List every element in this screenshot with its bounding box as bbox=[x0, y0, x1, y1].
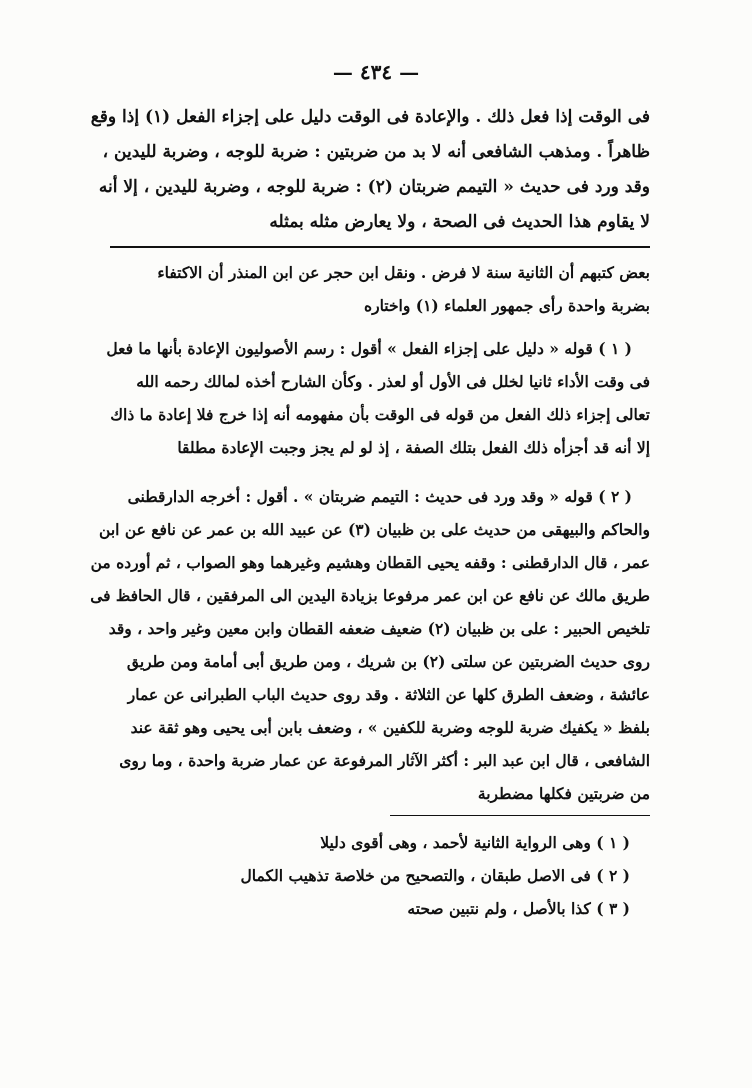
commentary-line: والحاكم والبيهقى من حديث على بن ظبيان (٣) عن عبيد الله بن عمر عن نافع عن ابن bbox=[99, 520, 650, 539]
page-number: — ٤٣٤ — bbox=[332, 60, 420, 84]
main-text-line: لا يقاوم هذا الحديث فى الصحة ، ولا يعارض مثله بمثله bbox=[269, 212, 650, 232]
commentary-line: بلفظ « يكفيك ضربة للوجه وضربة للكفين » ، وضعف بابن أبى يحيى وهو ثقة عند bbox=[130, 718, 650, 737]
commentary-line: إلا أنه قد أجزأه ذلك الفعل بتلك الصفة ، إذ لو لم يجز وجبت الإعادة مطلقا bbox=[177, 438, 650, 457]
main-text-line: فى الوقت إذا فعل ذلك . والإعادة فى الوقت دليل على إجزاء الفعل (١) إذا وقع bbox=[90, 107, 650, 127]
main-text bbox=[90, 100, 650, 240]
footnotes bbox=[240, 826, 630, 925]
commentary-line: من ضربتين فكلها مضطربة bbox=[477, 784, 650, 803]
commentary-continuation bbox=[110, 256, 650, 322]
commentary-line: عائشة ، وضعف الطرق كلها عن الثلاثة . وقد روى حديث الباب الطبرانى عن عمار bbox=[127, 685, 650, 704]
commentary-line: تعالى إجزاء ذلك الفعل من قوله فى الوقت بأن مفهومه أنه إذا خرج فلا إعادة ما ذاك bbox=[110, 405, 650, 424]
main-text-line: وقد ورد فى حديث « التيمم ضربتان (٢) : ضربة للوجه ، وضربة لليدين ، إلا أنه bbox=[98, 177, 650, 197]
footnote: ( ٢ ) فى الاصل طبقان ، والتصحيح من خلاصة تذهيب الكمال bbox=[240, 866, 630, 885]
commentary-line: الشافعى ، قال ابن عبد البر : أكثر الآثار المرفوعة عن عمار ضربة واحدة ، وما روى bbox=[119, 751, 650, 770]
commentary-note-1 bbox=[106, 332, 650, 464]
footnote-divider bbox=[390, 815, 650, 816]
commentary-line: فى وقت الأداء ثانيا لخلل فى الأول أو لعذر . وكأن الشارح أخذه لمالك رحمه الله bbox=[136, 372, 650, 391]
footnote: ( ٣ ) كذا بالأصل ، ولم نتبين صحته bbox=[407, 899, 630, 918]
footnote: ( ١ ) وهى الرواية الثانية لأحمد ، وهى أقوى دليلا bbox=[320, 833, 630, 852]
main-text-line: ظاهراً . ومذهب الشافعى أنه لا بد من ضربتين : ضربة للوجه ، وضربة لليدين ، bbox=[102, 142, 650, 162]
commentary-line: عمر ، قال الدارقطنى : وقفه يحيى القطان وهشيم وغيرهما وهو الصواب ، ثم أورده من bbox=[90, 553, 650, 572]
commentary-line: تلخيص الحبير : على بن ظبيان (٢) ضعيف ضعفه القطان وابن معين وغير واحد ، وقد bbox=[108, 619, 650, 638]
commentary-line: روى حديث الضربتين عن سلتى (٢) بن شريك ، ومن طريق أبى أمامة ومن طريق bbox=[126, 652, 650, 671]
commentary-line: طريق مالك عن نافع عن ابن عمر مرفوعا بزيادة اليدين الى المرفقين ، قال الحافظ فى bbox=[90, 586, 650, 605]
commentary-line: ( ٢ ) قوله « وقد ورد فى حديث : التيمم ضربتان » . أقول : أخرجه الدارقطنى bbox=[127, 487, 632, 506]
commentary-line: بضربة واحدة رأى جمهور العلماء (١) واختاره bbox=[363, 296, 650, 315]
commentary-note-2 bbox=[90, 480, 650, 810]
commentary-line: بعض كتبهم أن الثانية سنة لا فرض . ونقل ابن حجر عن ابن المنذر أن الاكتفاء bbox=[157, 263, 650, 282]
main-text-divider bbox=[110, 246, 650, 248]
commentary-line: ( ١ ) قوله « دليل على إجزاء الفعل » أقول : رسم الأصوليون الإعادة بأنها ما فعل bbox=[106, 339, 632, 358]
